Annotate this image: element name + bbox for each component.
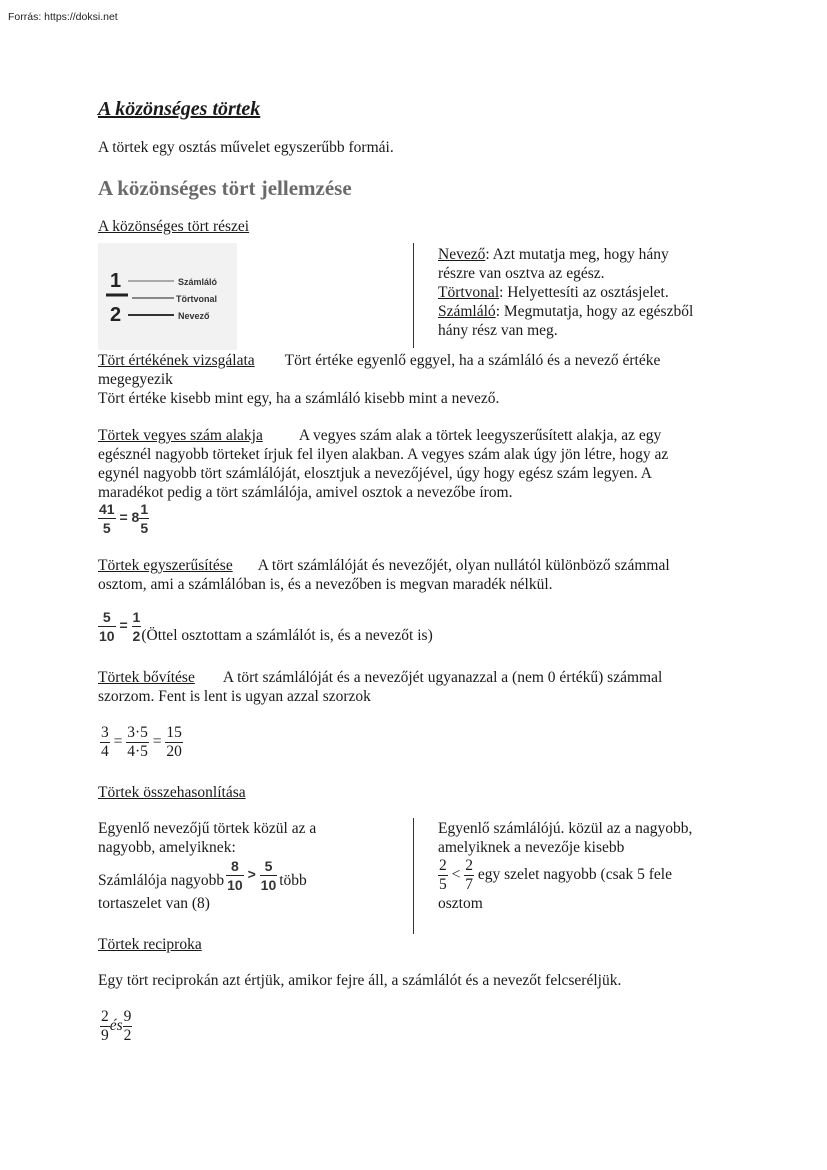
parts-definitions (438, 245, 728, 340)
mixed-label: Törtek vegyes szám alakja (98, 427, 263, 444)
figure-label-tortvonal: Törtvonal (176, 294, 218, 304)
simplify-section: Törtek egyszerűsítése A tört számlálóját és nevezőjét, olyan nullától különböző számmal osztom, ami a számlálóban is, és a nevezőben is megvan maradék nélkül. (98, 557, 670, 593)
parts-label: A közönséges tört részei (98, 218, 250, 235)
column-divider (413, 243, 414, 348)
fraction-parts-diagram-icon (98, 243, 237, 350)
reciprocal-text: Egy tört reciprokán azt értjük, amikor fejre áll, a számlálót és a nevezőt felcseréljük. (98, 972, 622, 989)
mixed-section: Törtek vegyes szám alakja A vegyes szám alak a törtek leegyszerűsített alakja, az egy egésznél nagyobb törteket írjuk fel ilyen alakban. A vegyes szám alak úgy jön létre, hogy az egynél nagyobb tört számlálóját, elosztjuk a nevezőjével, úgy hogy egész szám legyen. A maradékot pedig a tört számlálója, amivel osztok a nevezőbe írom. (98, 427, 669, 501)
figure-top-digit: 1 (110, 270, 122, 292)
page-title: A közönséges törtek (98, 98, 261, 120)
compare-label: Törtek összehasonlítása (98, 784, 246, 801)
reciprocal-label: Törtek reciproka (98, 936, 202, 953)
expand-section: Törtek bővítése A tört számlálóját és a nevezőjét ugyanazzal a (nem 0 értékű) számmal szorzom. Fent is lent is ugyan azzal szorzok (98, 669, 663, 705)
figure-label-szamlalo: Számláló (178, 277, 218, 287)
simplify-label: Törtek egyszerűsítése (98, 557, 233, 574)
compare-right: Egyenlő számlálójú. közül az a nagyobb, amelyiknek a nevezője kisebb $\frac{2}{5}$ < $\frac{2}{7}$ egy szelet nagyobb (csak 5 fele osztom (438, 820, 693, 912)
section-heading: A közönséges tört jellemzése (98, 176, 352, 200)
expand-label: Törtek bővítése (98, 669, 195, 686)
simplify-example: $\frac{5}{10}$ = $\frac{1}{2}$ (Öttel osztottam a számlálót is, és a nevezőt is) (99, 609, 433, 645)
source-label: Forrás: https://doksi.net (8, 11, 118, 23)
reciprocal-example: $\frac{2}{9}$ és $\frac{9}{2}$ (101, 1008, 132, 1044)
definition-line: hány rész van meg. (438, 322, 558, 339)
compare-divider (413, 818, 414, 934)
figure-label-nevezo: Nevező (178, 311, 210, 321)
definition-line: részre van osztva az egész. (438, 265, 605, 282)
intro-text: A törtek egy osztás művelet egyszerűbb formái. (98, 139, 394, 156)
value-section: Tört értékének vizsgálata Tört értéke egyenlő eggyel, ha a számláló és a nevező értéke megegyezik Tört értéke kisebb mint egy, ha a számláló kisebb mint a nevező. (98, 352, 661, 407)
expand-example: $\frac{3}{4}$ = $\frac{3\cdot 5}{4\cdot 5}$ = $\frac{15}{20}$ (101, 724, 182, 760)
value-label: Tört értékének vizsgálata (98, 352, 255, 369)
figure-bottom-digit: 2 (110, 304, 122, 326)
definition-line: Törtvonal: Helyettesíti az osztásjelet. (438, 284, 669, 301)
fraction-parts-figure (98, 243, 237, 350)
definition-line: Számláló: Megmutatja, hogy az egészből (438, 303, 694, 320)
mixed-example: $\frac{41}{5}$ = 8 $\frac{1}{5}$ (99, 501, 149, 536)
compare-left: Egyenlő nevezőjű törtek közül az a nagyobb, amelyiknek: Számlálója nagyobb $\frac{8}{10}$ > $\frac{5}{10}$ több tortaszelet van (8) (98, 820, 317, 912)
definition-line: Nevező: Azt mutatja meg, hogy hány (438, 246, 669, 263)
